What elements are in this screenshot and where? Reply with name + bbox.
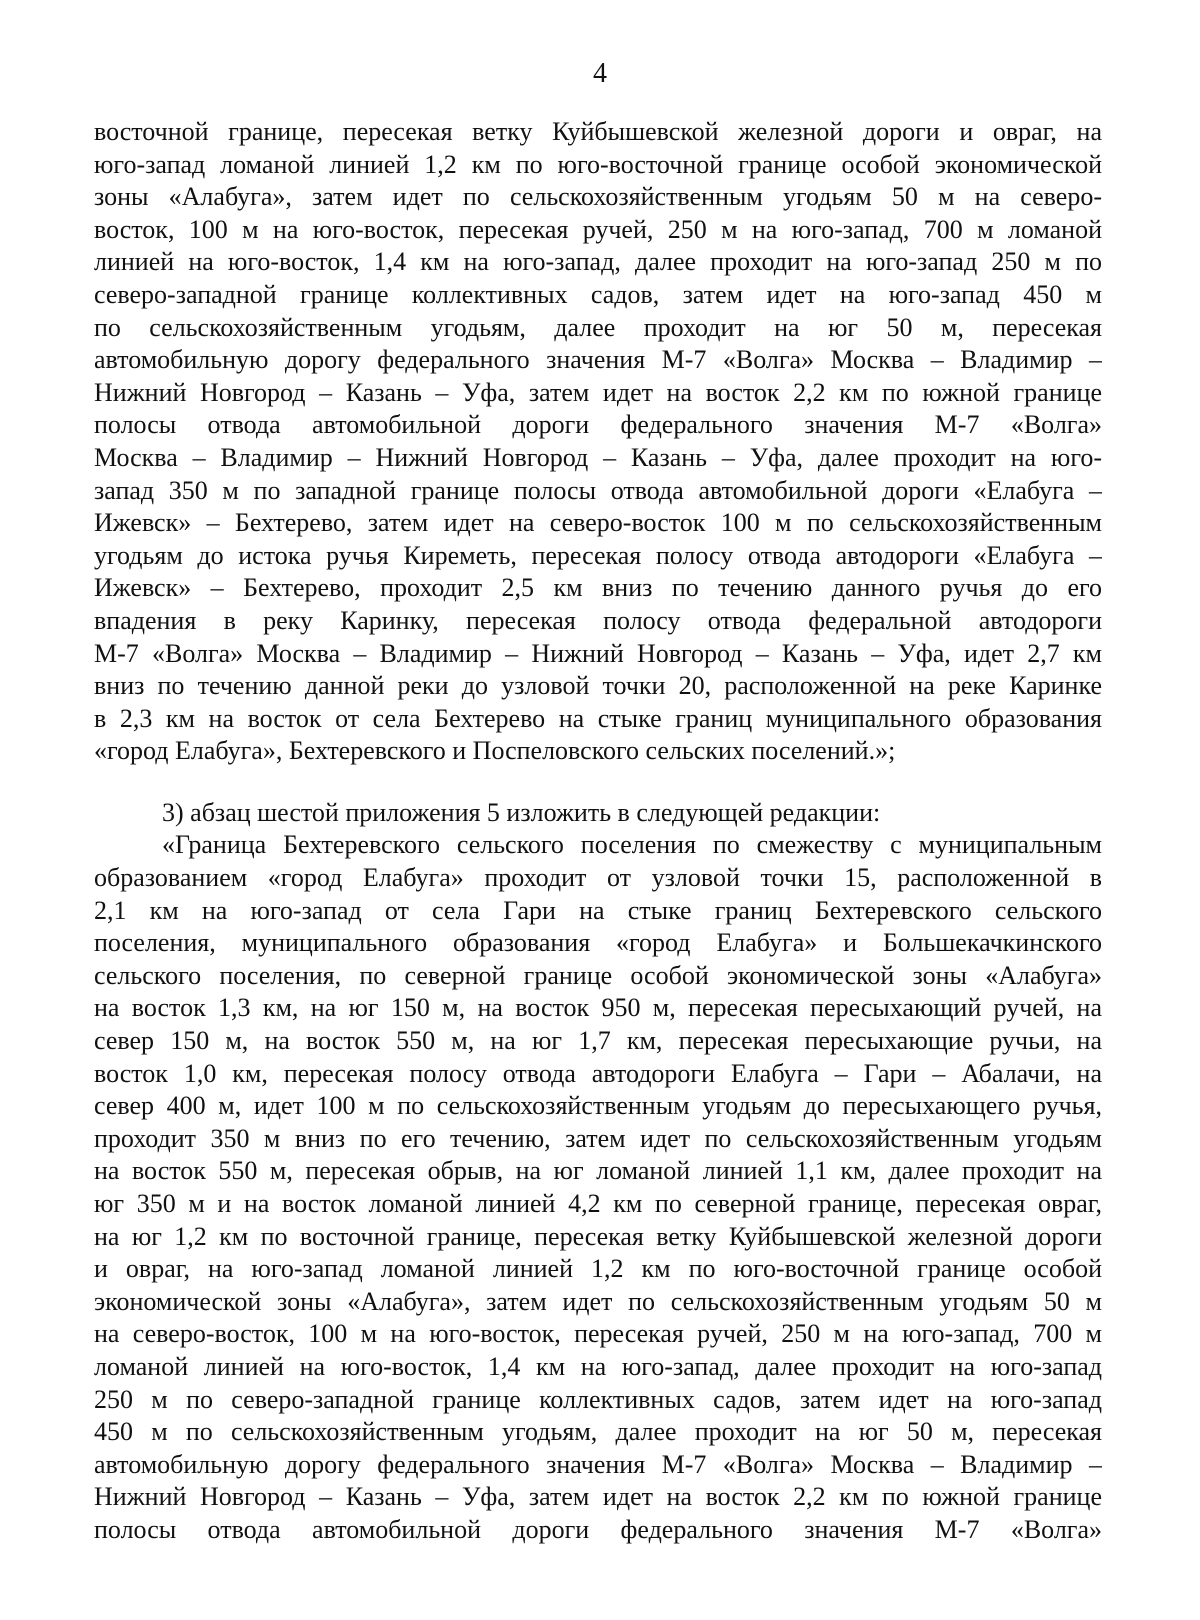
- text-line: полосы отвода автомобильной дороги федерального значения М-7 «Волга»: [94, 410, 1102, 440]
- item-3: [94, 797, 1102, 830]
- text-line: и овраг, на юго-запад ломаной линией 1,2 км по юго-восточной границе особой: [94, 1254, 1102, 1284]
- text-line: в 2,3 км на восток от села Бехтерево на стыке границ муниципального образования: [94, 703, 1102, 733]
- paragraph-continuation: [94, 116, 1102, 768]
- text-line: «город Елабуга», Бехтеревского и Поспеловского сельских поселений.»;: [94, 736, 896, 766]
- page-number: 4: [593, 58, 607, 89]
- text-line: на восток 1,3 км, на юг 150 м, на восток 950 м, пересекая пересыхающий ручей, на: [94, 993, 1102, 1023]
- document-body: [94, 116, 1102, 1547]
- text-line: автомобильную дорогу федерального значения М-7 «Волга» Москва – Владимир –: [94, 1449, 1102, 1479]
- text-line: автомобильную дорогу федерального значения М-7 «Волга» Москва – Владимир –: [94, 345, 1102, 375]
- text-line: по сельскохозяйственным угодьям, далее проходит на юг 50 м, пересекая: [94, 312, 1102, 342]
- text-line: юго-запад ломаной линией 1,2 км по юго-восточной границе особой экономической: [94, 149, 1102, 179]
- text-line: на юг 1,2 км по восточной границе, пересекая ветку Куйбышевской железной дороги: [94, 1221, 1102, 1251]
- text-line: «Граница Бехтеревского сельского поселения по смежеству с муниципальным: [162, 830, 1102, 860]
- text-line: экономической зоны «Алабуга», затем идет по сельскохозяйственным угодьям 50 м: [94, 1286, 1102, 1316]
- text-line: восток, 100 м на юго-восток, пересекая ручей, 250 м на юго-запад, 700 м ломаной: [94, 214, 1102, 244]
- text-line: поселения, муниципального образования «город Елабуга» и Большекачкинского: [94, 928, 1102, 958]
- text-line: вниз по течению данной реки до узловой точки 20, расположенной на реке Каринке: [94, 671, 1102, 701]
- text-line: на восток 550 м, пересекая обрыв, на юг ломаной линией 1,1 км, далее проходит на: [94, 1156, 1102, 1186]
- text-line: линией на юго-восток, 1,4 км на юго-запад, далее проходит на юго-запад 250 м по: [94, 247, 1102, 277]
- text-line: Ижевск» – Бехтерево, проходит 2,5 км вниз по течению данного ручья до его: [94, 573, 1102, 603]
- text-line: 450 м по сельскохозяйственным угодьям, далее проходит на юг 50 м, пересекая: [94, 1417, 1102, 1447]
- text-line: север 150 м, на восток 550 м, на юг 1,7 км, пересекая пересыхающие ручьи, на: [94, 1026, 1102, 1056]
- text-line: юг 350 м и на восток ломаной линией 4,2 км по северной границе, пересекая овраг,: [94, 1189, 1102, 1218]
- text-line: образованием «город Елабуга» проходит от узловой точки 15, расположенной в: [94, 863, 1102, 893]
- item-3-heading: 3) абзац шестой приложения 5 изложить в следующей редакции:: [162, 797, 881, 827]
- text-line: Нижний Новгород – Казань – Уфа, затем идет на восток 2,2 км по южной границе: [94, 1482, 1102, 1512]
- text-line: север 400 м, идет 100 м по сельскохозяйственным угодьям до пересыхающего ручья,: [94, 1091, 1102, 1121]
- text-line: 250 м по северо-западной границе коллективных садов, затем идет на юго-запад: [94, 1384, 1102, 1414]
- text-line: 2,1 км на юго-запад от села Гари на стыке границ Бехтеревского сельского: [94, 895, 1102, 925]
- text-line: проходит 350 м вниз по его течению, затем идет по сельскохозяйственным угодьям: [94, 1123, 1102, 1153]
- text-line: зоны «Алабуга», затем идет по сельскохозяйственным угодьям 50 м на северо-: [94, 182, 1102, 212]
- text-line: восточной границе, пересекая ветку Куйбышевской железной дороги и овраг, на: [94, 117, 1102, 146]
- text-line: Нижний Новгород – Казань – Уфа, затем идет на восток 2,2 км по южной границе: [94, 377, 1102, 407]
- text-line: запад 350 м по западной границе полосы отвода автомобильной дороги «Елабуга –: [94, 475, 1102, 505]
- text-line: на северо-восток, 100 м на юго-восток, пересекая ручей, 250 м на юго-запад, 700 м: [94, 1319, 1102, 1349]
- paragraph-new-edition: [94, 829, 1102, 1546]
- text-line: ломаной линией на юго-восток, 1,4 км на юго-запад, далее проходит на юго-запад: [94, 1351, 1102, 1381]
- text-line: восток 1,0 км, пересекая полосу отвода автодороги Елабуга – Гари – Абалачи, на: [94, 1058, 1102, 1088]
- text-line: М-7 «Волга» Москва – Владимир – Нижний Новгород – Казань – Уфа, идет 2,7 км: [94, 638, 1102, 668]
- text-line: полосы отвода автомобильной дороги федерального значения М-7 «Волга»: [94, 1514, 1102, 1544]
- text-line: сельского поселения, по северной границе особой экономической зоны «Алабуга»: [94, 960, 1102, 990]
- text-line: впадения в реку Каринку, пересекая полосу отвода федеральной автодороги: [94, 605, 1102, 635]
- text-line: северо-западной границе коллективных садов, затем идет на юго-запад 450 м: [94, 279, 1102, 309]
- paragraph-gap: [94, 768, 1102, 797]
- text-line: угодьям до истока ручья Киреметь, пересекая полосу отвода автодороги «Елабуга –: [94, 540, 1102, 570]
- text-line: Ижевск» – Бехтерево, затем идет на северо-восток 100 м по сельскохозяйственным: [94, 508, 1102, 538]
- text-line: Москва – Владимир – Нижний Новгород – Казань – Уфа, далее проходит на юго-: [94, 442, 1102, 472]
